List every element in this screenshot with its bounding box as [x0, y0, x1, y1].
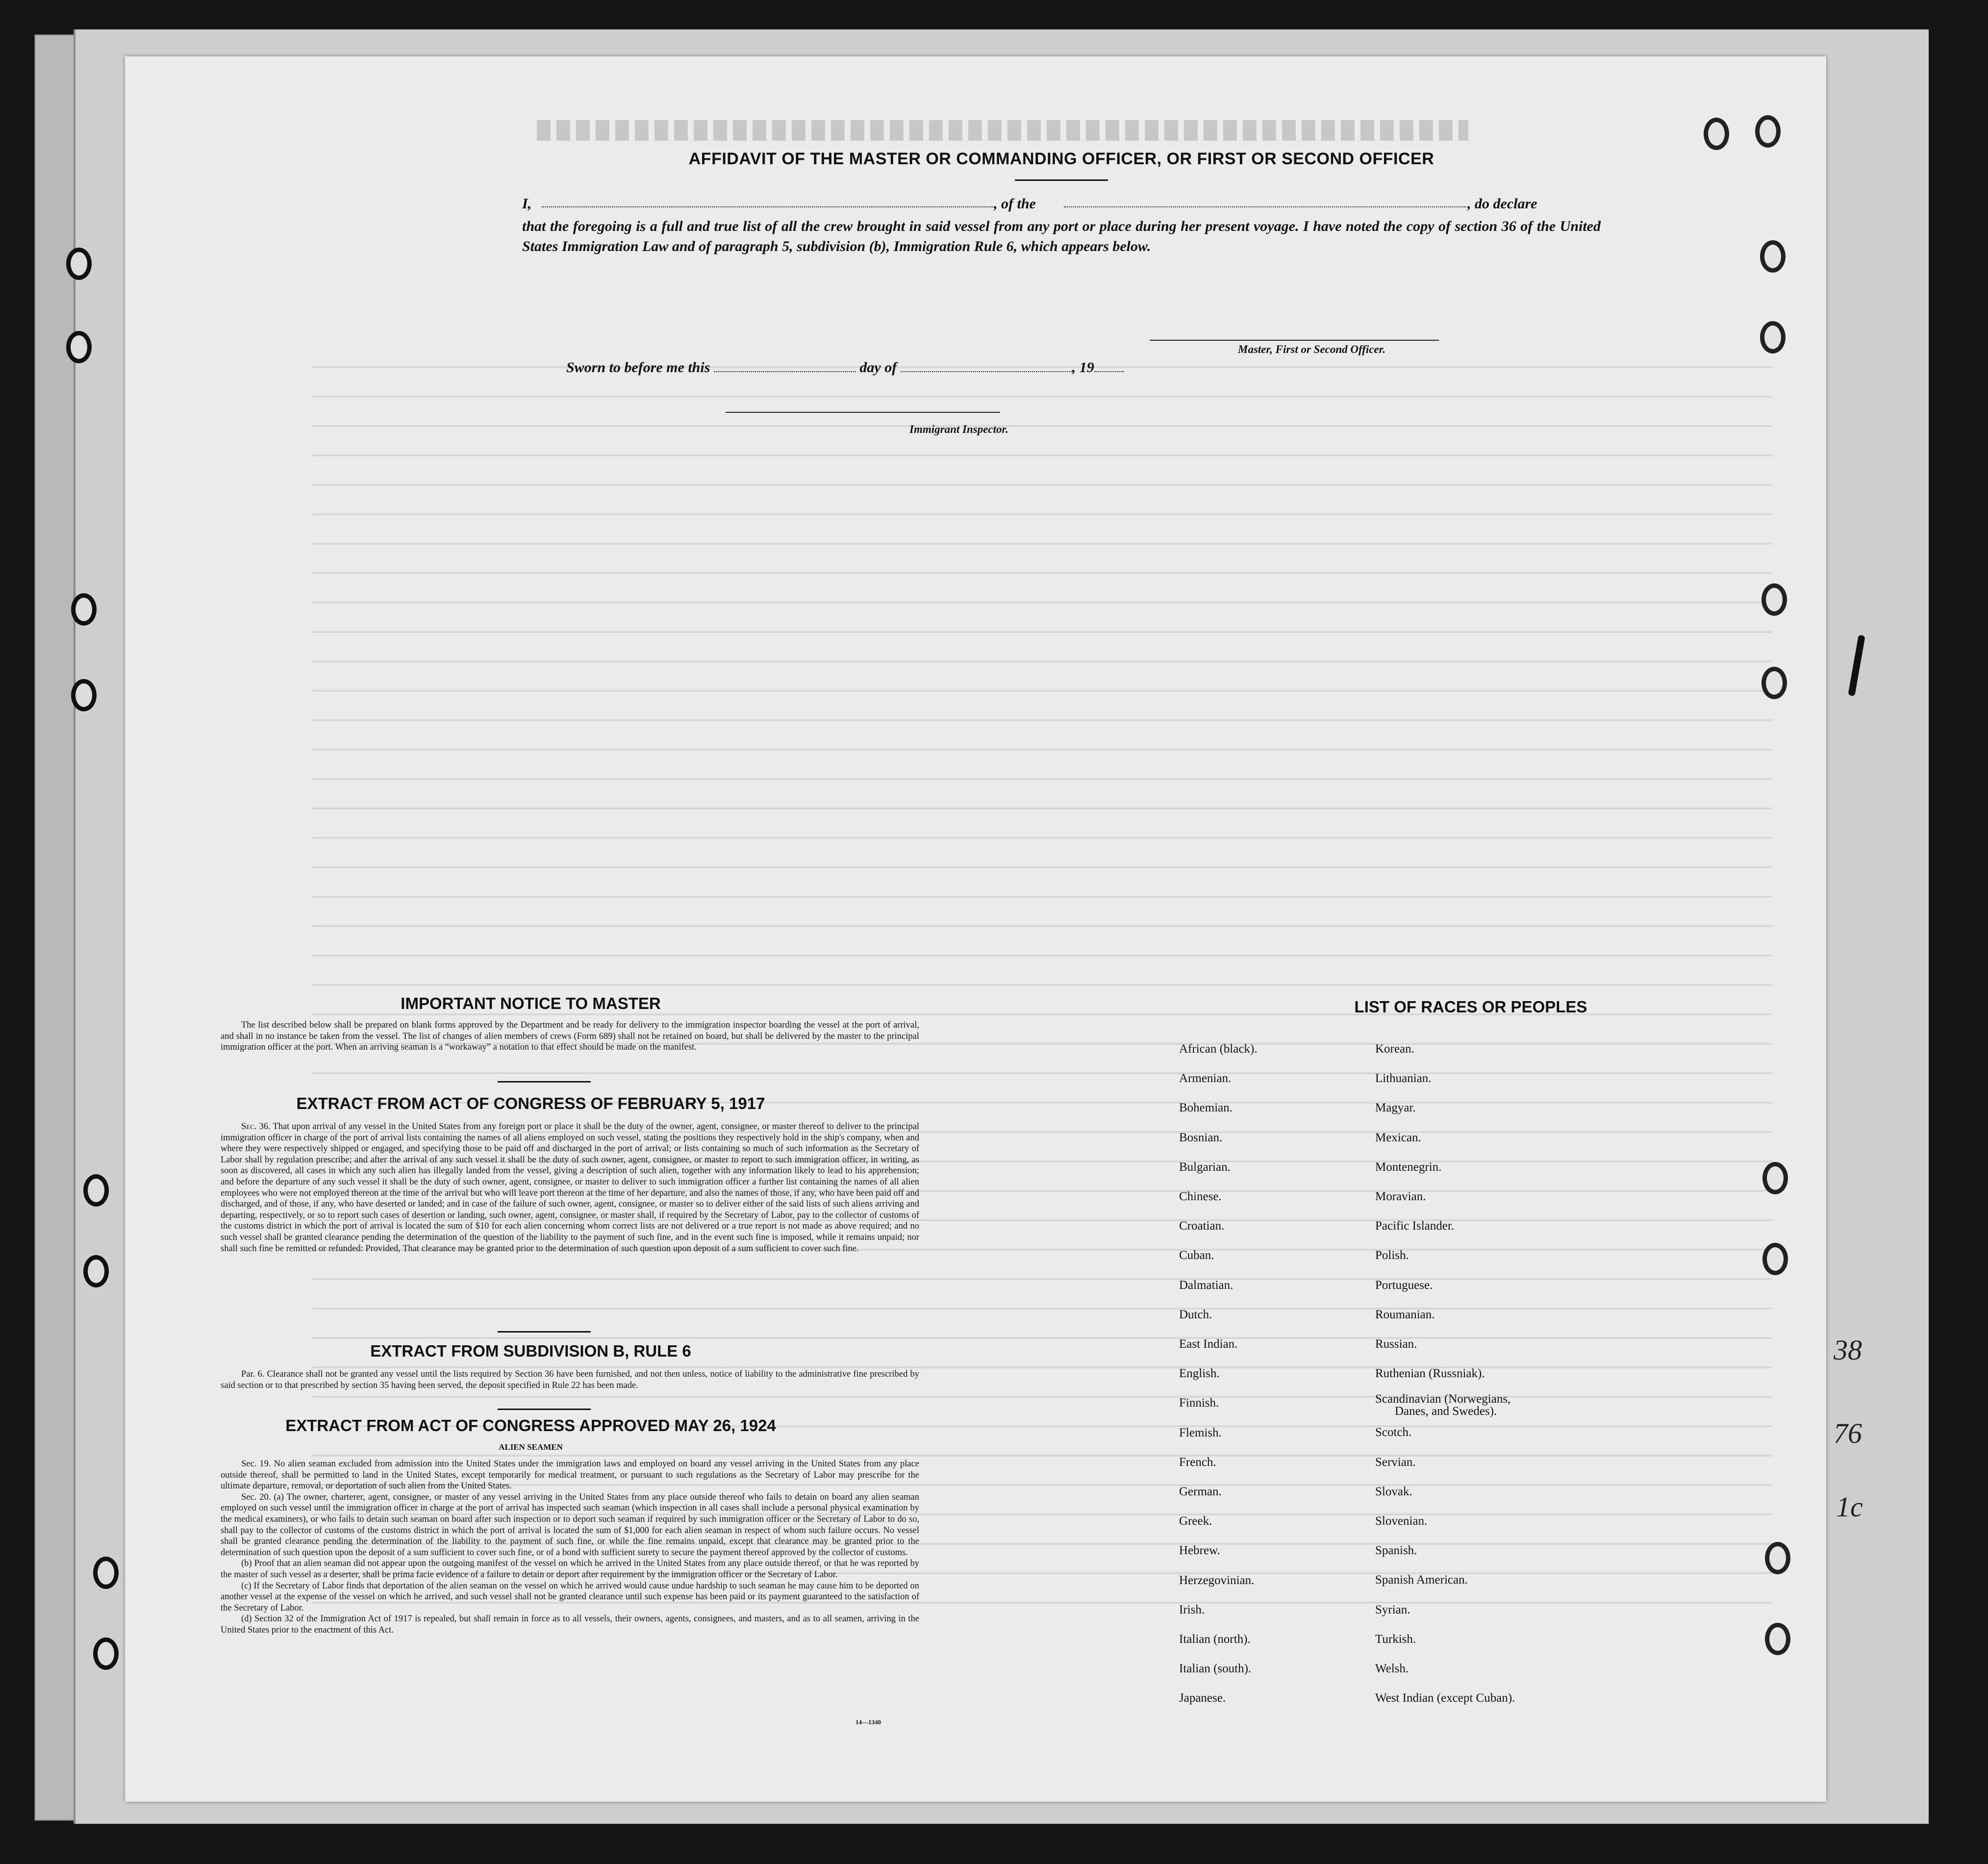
master-signature-line	[1150, 340, 1439, 341]
race-item: Italian (north).	[1179, 1633, 1251, 1646]
notice-title: IMPORTANT NOTICE TO MASTER	[401, 994, 661, 1012]
sworn-label: Sworn to before me this	[566, 359, 710, 376]
race-item: Slovenian.	[1375, 1514, 1428, 1528]
race-item: East Indian.	[1179, 1337, 1238, 1351]
extract-1924-text	[221, 1459, 919, 1636]
section-rule	[498, 1081, 591, 1083]
race-item: Moravian.	[1375, 1190, 1426, 1204]
inspector-signature-line	[726, 412, 1000, 413]
vessel-blank	[1064, 206, 1466, 207]
race-item: Cuban.	[1179, 1249, 1214, 1262]
binder-hole	[1760, 240, 1786, 273]
race-item: Korean.	[1375, 1042, 1414, 1056]
race-item: Greek.	[1179, 1514, 1212, 1528]
sec36-paragraph	[221, 1121, 919, 1254]
race-item: Chinese.	[1179, 1190, 1222, 1204]
race-item: Russian.	[1375, 1337, 1417, 1351]
race-item: West Indian (except Cuban).	[1375, 1691, 1515, 1705]
race-item: Mexican.	[1375, 1131, 1421, 1144]
affidavit-body: that the foregoing is a full and true list of all the crew brought in said vessel from any port or place during her present voyage. I have noted the copy of section 36 of the United States Immigration Law and of paragraph 5, subdivision (b), Immigration Rule 6, which appears below.	[522, 218, 1601, 254]
race-item: Herzegovinian.	[1179, 1573, 1255, 1587]
races-right-column	[1375, 1034, 1515, 1713]
manifest-back-page	[125, 56, 1826, 1802]
sec20c-paragraph: (c) If the Secretary of Labor finds that deportation of the alien seaman on the vessel on which he arrived would cause undue hardship to such seaman he may cause him to be deported on another vessel at the expense of the vessel on which he arrived, and such vessel shall not be granted clearance until such expense has been paid or its payment guaranteed to the satisfaction of the Secretary of Labor.	[221, 1581, 919, 1613]
binder-hole	[1762, 583, 1787, 616]
margin-mark: 76	[1834, 1417, 1862, 1449]
race-item: Polish.	[1375, 1249, 1409, 1262]
section-rule	[498, 1409, 591, 1410]
race-item: Slovak.	[1375, 1485, 1412, 1498]
binder-hole	[66, 248, 92, 280]
year-label: , 19	[1072, 359, 1094, 376]
race-item: Dalmatian.	[1179, 1278, 1233, 1292]
form-number: 14—1340	[856, 1718, 881, 1726]
race-item: Magyar.	[1375, 1101, 1416, 1115]
binder-hole	[1765, 1623, 1790, 1655]
races-left-column	[1179, 1034, 1258, 1713]
race-item: Bulgarian.	[1179, 1160, 1231, 1174]
race-item: Welsh.	[1375, 1662, 1409, 1676]
declare-label: , do declare	[1467, 196, 1537, 212]
race-item: Bohemian.	[1179, 1101, 1233, 1115]
race-item: Flemish.	[1179, 1426, 1222, 1439]
rule6-text	[221, 1369, 919, 1391]
sworn-line	[566, 359, 1302, 379]
race-item: Japanese.	[1179, 1691, 1226, 1705]
affidavit-section	[522, 150, 1601, 256]
race-item: Ruthenian (Russniak).	[1375, 1367, 1485, 1381]
race-item: Spanish.	[1375, 1544, 1417, 1558]
rule6-title: EXTRACT FROM SUBDIVISION B, RULE 6	[370, 1342, 691, 1360]
binder-hole	[1704, 118, 1729, 150]
race-item: African (black).	[1179, 1042, 1258, 1056]
race-item: Servian.	[1375, 1455, 1416, 1469]
title-rule	[1015, 179, 1108, 181]
race-item: Syrian.	[1375, 1603, 1410, 1616]
race-item: Roumanian.	[1375, 1308, 1435, 1321]
race-item-line: Danes, and Swedes).	[1395, 1405, 1497, 1418]
notice-paragraph: The list described below shall be prepared on blank forms approved by the Department and be ready for delivery to the immigration inspector boarding the vessel at the port of arrival, and shall in no instance be taken from the vessel. The list of changes of alien members of crews (Form 689) shall not be retained on board, but shall be delivered by the master to the principal immigration officer at the port. When an arriving seaman is a “workaway” a notation to that effect should be made on the manifest.	[221, 1020, 919, 1053]
binder-hole	[93, 1557, 119, 1589]
sec36-label: Sec. 36.	[241, 1122, 271, 1132]
master-signature-label: Master, First or Second Officer.	[1238, 343, 1386, 355]
race-item: German.	[1179, 1485, 1222, 1499]
race-item: English.	[1179, 1367, 1220, 1381]
day-of-label: day of	[859, 359, 897, 376]
race-item: Spanish American.	[1375, 1573, 1468, 1587]
race-item: Armenian.	[1179, 1072, 1232, 1085]
binder-hole	[1760, 321, 1786, 353]
binder-hole	[93, 1637, 119, 1670]
binder-hole	[71, 593, 97, 626]
sec36-text: That upon arrival of any vessel in the United States from any foreign port or place it shall be the duty of the owner, agent, consignee, or master thereof to deliver to the principal immigration officer in charge of the port of arrival lists containing the names of all aliens employed on such vessel, stating the positions they respectively hold in the ship's company, when and where they were respectively shipped or engaged, and specifying those to be paid off and discharged in the port of arrival; or lists containing so much of such information as the Secretary of Labor shall by regulation prescribe; and after the arrival of any such vessel it shall be the duty of such owner, agent, consignee, or master to report to such immigration officer, in writing, as soon as discovered, all cases in which any such alien has illegally landed from the vessel, giving a description of such alien, together with any information likely to lead to his apprehension; and before the departure of any such vessel it shall be the duty of such owner, agent, consignee, or master to deliver to such immigration officer a further list containing the names of all alien employees who were not employed thereon at the time of the arrival but who will leave port thereon at the time of her departure, and also the names of those, if any, who have been paid off and discharged, and of those, if any, who have deserted or landed; and in case of the failure of such owner, agent, consignee, or master so to deliver either of the said lists of such aliens arriving and departing, respectively, or so to report such cases of desertion or landing, such owner, agent, consignee, or master shall, if required by the Secretary of Labor, pay to the collector of customs of the customs district in which the port of arrival is located the sum of $10 for each alien concerning whom correct lists are not delivered or a true report is not made as above required; and no such vessel shall be granted clearance pending the determination of the question of the liability to the payment of such fine, and in the event such fine is imposed, while it remains unpaid; nor shall such fine be remitted or refunded: Provided, That clearance may be granted prior to the determination of such question upon deposit of a sum sufficient to cover such fine.	[221, 1122, 919, 1254]
extract-1924-title: EXTRACT FROM ACT OF CONGRESS APPROVED MAY 26, 1924	[285, 1416, 776, 1435]
binder-hole	[1762, 1162, 1788, 1194]
race-item-line: Scandinavian (Norwegians,	[1375, 1392, 1511, 1406]
race-item: Irish.	[1179, 1603, 1205, 1616]
affidavit-first-line	[522, 196, 1601, 217]
sec20a-paragraph: Sec. 20. (a) The owner, charterer, agent, consignee, or master of any vessel arriving in the United States from any place outside thereof who fails to detain on board any alien seaman employed on such vessel until the immigration officer in charge at the port of arrival has inspected such seaman (which inspection in all cases shall include a personal physical examination by the medical examiners), or who fails to detain such seaman on board after such inspection or to deport such seaman if required by such immigration officer or the Secretary of Labor to do so, shall pay to the collector of customs of the customs district in which the port of arrival is located the sum of $1,000 for each alien seaman in respect of whom such failure occurs. No vessel shall be granted clearance pending the determination of the liability to the payment of such fine, or while the fine remains unpaid, except that clearance may be granted prior to the determination of such question upon the deposit of a sum sufficient to cover such fine, or of a bond with sufficient surety to secure the payment thereof approved by the collector of customs.	[221, 1492, 919, 1558]
extract-1917-text	[221, 1121, 919, 1254]
race-item: Hebrew.	[1179, 1544, 1220, 1558]
binder-hole	[1762, 667, 1787, 699]
race-item: Croatian.	[1179, 1219, 1225, 1233]
sec20d-paragraph: (d) Section 32 of the Immigration Act of 1917 is repealed, but shall remain in force as to all vessels, their owners, agents, consignees, and masters, and as to all seamen, arriving in the United States prior to the enactment of this Act.	[221, 1614, 919, 1635]
race-item-multiline	[1375, 1388, 1515, 1418]
race-item: Scotch.	[1375, 1426, 1412, 1439]
margin-mark: 38	[1834, 1334, 1862, 1366]
binder-hole	[1755, 115, 1781, 148]
race-item: Pacific Islander.	[1375, 1219, 1455, 1233]
binder-hole	[71, 679, 97, 711]
race-item: Turkish.	[1375, 1632, 1416, 1646]
alien-seamen-subtitle: ALIEN SEAMEN	[499, 1442, 563, 1452]
binder-hole	[83, 1174, 109, 1207]
section-rule	[498, 1331, 591, 1333]
year-blank	[1094, 371, 1124, 372]
race-item: Portuguese.	[1375, 1278, 1433, 1292]
of-the-label: , of the	[994, 196, 1036, 212]
races-title: LIST OF RACES OR PEOPLES	[1354, 998, 1587, 1016]
race-item: Finnish.	[1179, 1396, 1219, 1410]
race-item: Bosnian.	[1179, 1131, 1223, 1144]
extract-1917-title: EXTRACT FROM ACT OF CONGRESS OF FEBRUARY 5, 1917	[296, 1094, 765, 1112]
race-item: Lithuanian.	[1375, 1072, 1432, 1085]
race-item: Montenegrin.	[1375, 1160, 1442, 1174]
bleed-through-heading	[537, 120, 1468, 141]
binder-hole	[66, 331, 92, 363]
race-item: Italian (south).	[1179, 1662, 1252, 1676]
inspector-signature-label: Immigrant Inspector.	[909, 423, 1008, 435]
race-item: Dutch.	[1179, 1308, 1212, 1321]
name-blank	[542, 206, 993, 207]
binder-hole	[83, 1255, 109, 1287]
rule6-paragraph: Par. 6. Clearance shall not be granted any vessel until the lists required by Section 36 have been furnished, and not then unless, notice of liability to the administrative fine prescribed by said section or to that prescribed by section 35 having been served, the deposit specified in Rule 22 has been made.	[221, 1369, 919, 1390]
sec20b-paragraph: (b) Proof that an alien seaman did not appear upon the outgoing manifest of the vessel on which he arrived in the United States from any place outside thereof, or that he was reported by the master of such vessel as a deserter, shall be prima facie evidence of a failure to detain or deport after requirement by the immigration officer or the Secretary of Labor.	[221, 1559, 919, 1580]
affidavit-title: AFFIDAVIT OF THE MASTER OR COMMANDING OFFICER, OR FIRST OR SECOND OFFICER	[688, 150, 1434, 168]
sec19-paragraph: Sec. 19. No alien seaman excluded from admission into the United States under the immigration laws and employed on board any vessel arriving in the United States from any place outside thereof, shall be permitted to land in the United States, except temporarily for medical treatment, or pursuant to such regulations as the Secretary of Labor may prescribe for the ultimate departure, removal, or deportation of such alien from the United States.	[221, 1459, 919, 1491]
binder-hole	[1762, 1243, 1788, 1275]
day-blank	[714, 371, 856, 372]
notice-text	[221, 1020, 919, 1053]
margin-mark: 1c	[1836, 1491, 1863, 1523]
binder-hole	[1765, 1542, 1790, 1574]
race-item: French.	[1179, 1455, 1216, 1469]
i-label: I,	[522, 196, 532, 212]
month-blank	[901, 371, 1072, 372]
